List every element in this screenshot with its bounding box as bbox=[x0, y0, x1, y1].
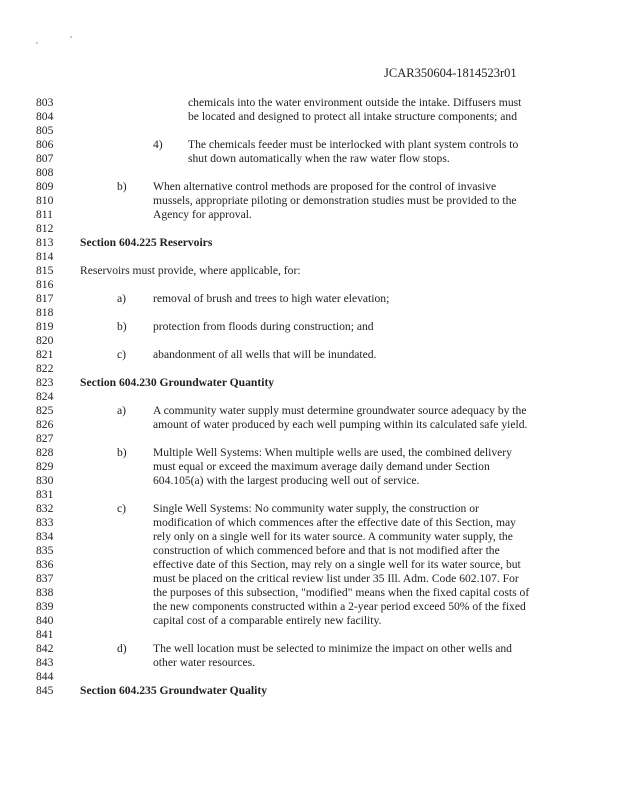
document-line bbox=[0, 166, 618, 180]
document-line bbox=[0, 586, 618, 600]
line-number: 805 bbox=[36, 124, 54, 137]
scan-speck bbox=[70, 36, 72, 38]
line-number: 830 bbox=[36, 474, 54, 487]
item-label: b) bbox=[117, 446, 127, 459]
document-line bbox=[0, 558, 618, 572]
item-label: a) bbox=[117, 404, 127, 417]
line-number: 828 bbox=[36, 446, 54, 459]
line-text: Agency for approval. bbox=[153, 208, 252, 221]
document-line bbox=[0, 488, 618, 502]
document-line bbox=[0, 222, 618, 236]
line-number: 845 bbox=[36, 684, 54, 697]
line-number: 806 bbox=[36, 138, 54, 151]
line-number: 822 bbox=[36, 362, 54, 375]
document-line bbox=[0, 432, 618, 446]
line-text: the new components constructed within a 2-year period exceed 50% of the fixed bbox=[153, 600, 526, 613]
document-line bbox=[0, 530, 618, 544]
line-text: When alternative control methods are proposed for the control of invasive bbox=[153, 180, 497, 193]
line-number: 809 bbox=[36, 180, 54, 193]
document-line bbox=[0, 642, 618, 656]
item-label: b) bbox=[117, 180, 127, 193]
document-line bbox=[0, 110, 618, 124]
line-text: 604.105(a) with the largest producing well out of service. bbox=[153, 474, 420, 487]
document-line bbox=[0, 502, 618, 516]
line-text: capital cost of a comparable entirely new facility. bbox=[153, 614, 382, 627]
line-number: 803 bbox=[36, 96, 54, 109]
section-heading: Section 604.230 Groundwater Quantity bbox=[80, 376, 275, 389]
line-number: 818 bbox=[36, 306, 54, 319]
line-text: amount of water produced by each well pumping within its calculated safe yield. bbox=[153, 418, 528, 431]
line-number: 821 bbox=[36, 348, 54, 361]
line-number: 844 bbox=[36, 670, 54, 683]
item-label: b) bbox=[117, 320, 127, 333]
document-line bbox=[0, 96, 618, 110]
document-line bbox=[0, 138, 618, 152]
document-line bbox=[0, 278, 618, 292]
line-number: 827 bbox=[36, 432, 54, 445]
line-text: mussels, appropriate piloting or demonstration studies must be provided to the bbox=[153, 194, 517, 207]
document-line bbox=[0, 390, 618, 404]
document-line bbox=[0, 306, 618, 320]
line-number: 817 bbox=[36, 292, 54, 305]
line-text: The chemicals feeder must be interlocked with plant system controls to bbox=[188, 138, 519, 151]
line-text: abandonment of all wells that will be inundated. bbox=[153, 348, 377, 361]
item-label: c) bbox=[117, 502, 127, 515]
line-text: rely only on a single well for its water source. A community water supply, the bbox=[153, 530, 513, 543]
line-text: other water resources. bbox=[153, 656, 256, 669]
line-text: effective date of this Section, may rely on a single well for its water source, but bbox=[153, 558, 521, 571]
line-text: chemicals into the water environment outside the intake. Diffusers must bbox=[188, 96, 522, 109]
line-number: 834 bbox=[36, 530, 54, 543]
item-label: 4) bbox=[153, 138, 163, 151]
line-number: 829 bbox=[36, 460, 54, 473]
line-text: Single Well Systems: No community water supply, the construction or bbox=[153, 502, 479, 515]
line-text: construction of which commenced before and that is not modified after the bbox=[153, 544, 500, 557]
item-label: a) bbox=[117, 292, 127, 305]
section-heading: Section 604.235 Groundwater Quality bbox=[80, 684, 268, 697]
line-number: 824 bbox=[36, 390, 54, 403]
line-number: 808 bbox=[36, 166, 54, 179]
line-number: 810 bbox=[36, 194, 54, 207]
document-line bbox=[0, 362, 618, 376]
line-text: shut down automatically when the raw water flow stops. bbox=[188, 152, 450, 165]
line-number: 832 bbox=[36, 502, 54, 515]
document-line bbox=[0, 250, 618, 264]
document-line bbox=[0, 152, 618, 166]
line-text: removal of brush and trees to high water elevation; bbox=[153, 292, 390, 305]
line-number: 826 bbox=[36, 418, 54, 431]
line-text: be located and designed to protect all intake structure components; and bbox=[188, 110, 518, 123]
line-number: 838 bbox=[36, 586, 54, 599]
document-line bbox=[0, 600, 618, 614]
section-heading: Section 604.225 Reservoirs bbox=[80, 236, 213, 249]
line-number: 825 bbox=[36, 404, 54, 417]
document-line bbox=[0, 208, 618, 222]
section-heading-line bbox=[0, 236, 618, 250]
document-line bbox=[0, 264, 618, 278]
document-line bbox=[0, 628, 618, 642]
line-number: 843 bbox=[36, 656, 54, 669]
scan-speck bbox=[36, 42, 38, 44]
document-line bbox=[0, 292, 618, 306]
document-line bbox=[0, 404, 618, 418]
document-line bbox=[0, 446, 618, 460]
line-number: 804 bbox=[36, 110, 54, 123]
line-number: 814 bbox=[36, 250, 54, 263]
line-text: A community water supply must determine groundwater source adequacy by the bbox=[153, 404, 527, 417]
line-text: Multiple Well Systems: When multiple wells are used, the combined delivery bbox=[153, 446, 512, 459]
document-line bbox=[0, 670, 618, 684]
line-number: 837 bbox=[36, 572, 54, 585]
document-line bbox=[0, 124, 618, 138]
line-text: modification of which commences after the effective date of this Section, may bbox=[153, 516, 516, 529]
document-line bbox=[0, 516, 618, 530]
line-number: 819 bbox=[36, 320, 54, 333]
item-label: d) bbox=[117, 642, 127, 655]
line-text: protection from floods during construction; and bbox=[153, 320, 374, 333]
document-line bbox=[0, 474, 618, 488]
line-number: 812 bbox=[36, 222, 54, 235]
line-text: must equal or exceed the maximum average daily demand under Section bbox=[153, 460, 490, 473]
document-line bbox=[0, 418, 618, 432]
line-number: 820 bbox=[36, 334, 54, 347]
document-line bbox=[0, 460, 618, 474]
section-heading-line bbox=[0, 376, 618, 390]
line-number: 811 bbox=[36, 208, 53, 221]
line-number: 839 bbox=[36, 600, 54, 613]
document-line bbox=[0, 180, 618, 194]
line-number: 836 bbox=[36, 558, 54, 571]
document-id: JCAR350604-1814523r01 bbox=[384, 66, 517, 80]
line-number: 841 bbox=[36, 628, 54, 641]
line-number: 813 bbox=[36, 236, 54, 249]
document-line bbox=[0, 320, 618, 334]
line-text: must be placed on the critical review list under 35 Ill. Adm. Code 602.107. For bbox=[153, 572, 519, 585]
line-number: 842 bbox=[36, 642, 54, 655]
document-line bbox=[0, 348, 618, 362]
item-label: c) bbox=[117, 348, 127, 361]
document-line bbox=[0, 614, 618, 628]
line-number: 823 bbox=[36, 376, 54, 389]
line-text: The well location must be selected to minimize the impact on other wells and bbox=[153, 642, 512, 655]
document-line bbox=[0, 572, 618, 586]
section-heading-line bbox=[0, 684, 618, 698]
line-number: 831 bbox=[36, 488, 54, 501]
document-line bbox=[0, 334, 618, 348]
document-line bbox=[0, 656, 618, 670]
line-number: 807 bbox=[36, 152, 54, 165]
line-number: 835 bbox=[36, 544, 54, 557]
line-number: 815 bbox=[36, 264, 54, 277]
line-number: 840 bbox=[36, 614, 54, 627]
line-number: 833 bbox=[36, 516, 54, 529]
line-number: 816 bbox=[36, 278, 54, 291]
document-line bbox=[0, 544, 618, 558]
line-text: Reservoirs must provide, where applicable, for: bbox=[80, 264, 301, 277]
document-line bbox=[0, 194, 618, 208]
line-text: the purposes of this subsection, "modified" means when the fixed capital costs of bbox=[153, 586, 530, 599]
